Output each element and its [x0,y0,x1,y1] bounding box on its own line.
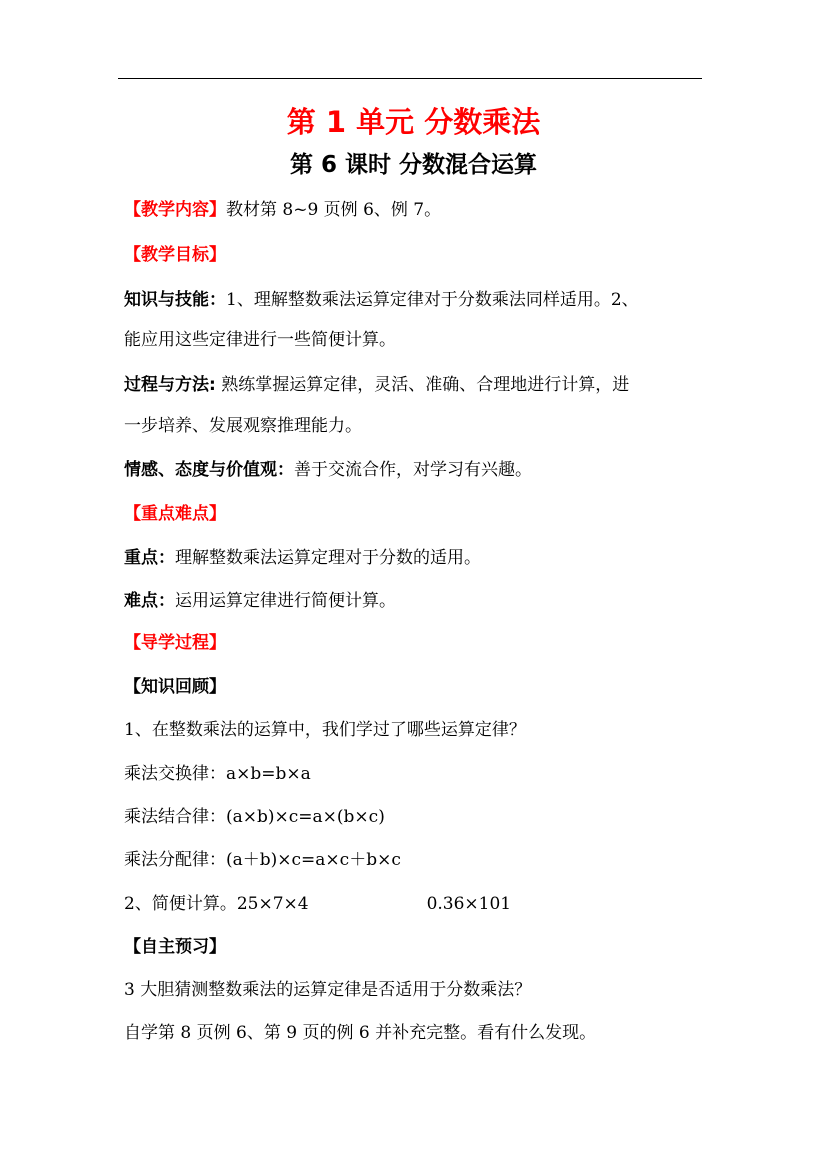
key-point-text: 理解整数乘法运算定理对于分数的适用。 [175,548,481,568]
process-method-line-2: 一步培养、发展观察推理能力。 [124,416,362,436]
lesson-subtitle: 第 6 课时 分数混合运算 [289,152,538,178]
teaching-goals-heading: 【教学目标】 [124,245,226,265]
key-points-heading: 【重点难点】 [124,504,226,524]
unit-title: 第 1 单元 分数乘法 [286,105,541,139]
key-point-label: 重点： [124,548,175,568]
self-preview-heading: 【自主预习】 [124,937,226,957]
teaching-content-text: 教材第 8~9 页例 6、例 7。 [226,200,442,220]
attitude-text: 善于交流合作，对学习有兴趣。 [294,460,532,480]
key-point-line [124,545,708,571]
guided-process-heading: 【导学过程】 [124,633,226,653]
attitude-label: 情感、态度与价值观： [124,460,294,480]
self-study-instruction: 自学第 8 页例 6、第 9 页的例 6 并补充完整。看有什么发现。 [124,1023,597,1043]
header-rule [118,78,702,79]
question-1: 1、在整数乘法的运算中，我们学过了哪些运算定律？ [124,720,526,740]
skills-label: 知识与技能： [124,290,226,310]
law-commutative: 乘法交换律：a×b=b×a [124,764,311,784]
law-distributive: 乘法分配律：(a＋b)×c=a×c＋b×c [124,850,401,870]
process-method-label: 过程与方法: [124,375,216,395]
difficult-point-text: 运用运算定律进行简便计算。 [175,591,396,611]
teaching-content-label: 【教学内容】 [124,200,226,220]
question-2-second: 0.36×101 [426,894,512,914]
attitude-line [124,457,708,483]
question-2 [124,891,708,917]
skills-text-1: 1、理解整数乘法运算定律对于分数乘法同样适用。2、 [226,290,639,310]
skills-line-2: 能应用这些定律进行一些简便计算。 [124,330,396,350]
teaching-content-line [124,197,708,223]
question-3: 3 大胆猜测整数乘法的运算定律是否适用于分数乘法？ [124,980,532,1000]
knowledge-review-heading: 【知识回顾】 [124,677,226,697]
process-method-text-1: 熟练掌握运算定律，灵活、准确、合理地进行计算，进 [215,375,630,395]
skills-line-1 [124,287,708,313]
difficult-point-line [124,588,708,614]
question-2-first: 2、简便计算。25×7×4 [124,894,309,914]
difficult-point-label: 难点： [124,591,175,611]
law-associative: 乘法结合律：(a×b)×c=a×(b×c) [124,807,385,827]
process-method-line-1 [124,372,708,398]
